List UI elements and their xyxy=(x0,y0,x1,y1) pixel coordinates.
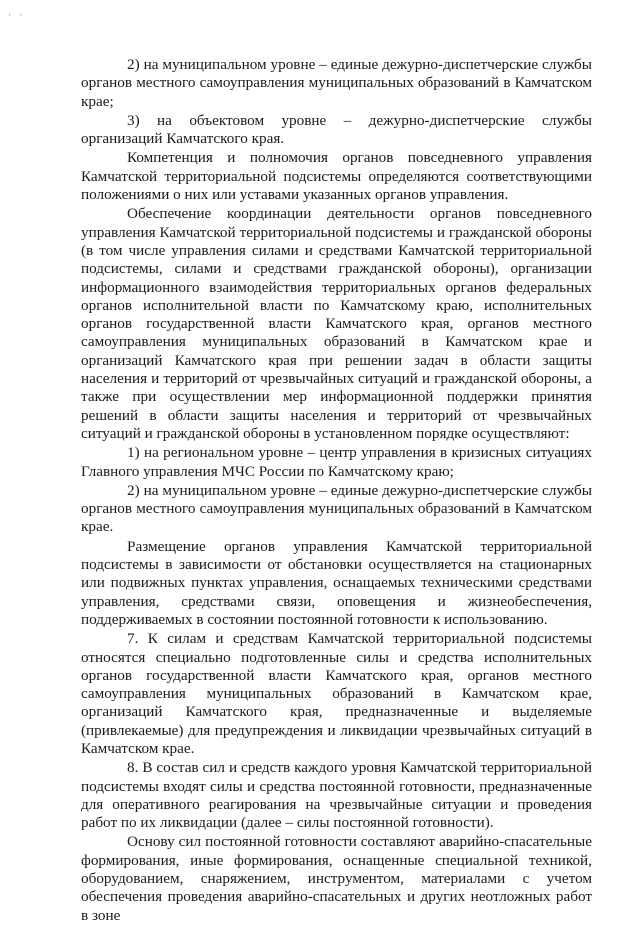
paragraph-readiness-forces: Основу сил постоянной готовности составляют аварийно-спасательные формирования, иные формирования, оснащенные специальной техникой, оборудованием, снаряжением, инструментом, материалами с учетом обеспечения проведения аварийно-спасательных и других неотложных работ в зоне xyxy=(81,833,592,924)
paragraph-placement: Размещение органов управления Камчатской территориальной подсистемы в зависимости от обстановки осуществляется на стационарных или подвижных пунктах управления, оснащаемых техническими средствами управления, средствами связи, оповещения и жизнеобеспечения, поддерживаемых в состоянии постоянной готовности к использованию. xyxy=(81,537,592,628)
paragraph-regional-level: 1) на региональном уровне – центр управления в кризисных ситуациях Главного управления МЧС России по Камчатскому краю; xyxy=(81,444,592,480)
paragraph-item-8: 8. В состав сил и средств каждого уровня Камчатской территориальной подсистемы входят силы и средства постоянной готовности, предназначенные для оперативного реагирования на чрезвычайные ситуации и проведения работ по их ликвидации (далее – силы постоянной готовности). xyxy=(81,759,592,832)
paragraph-municipal-level-2: 2) на муниципальном уровне – единые дежурно-диспетчерские службы органов местного самоуправления муниципальных образований в Камчатском крае. xyxy=(81,481,592,536)
paragraph-competence: Компетенция и полномочия органов повседневного управления Камчатской территориальной подсистемы определяются соответствующими положениями о них или уставами указанных органов управления. xyxy=(81,149,592,204)
paragraph-coordination: Обеспечение координации деятельности органов повседневного управления Камчатской территориальной подсистемы и гражданской обороны (в том числе управления силами и средствами Камчатской территориальной подсистемы, силами и средствами гражданской обороны), организации информационного взаимодействия территориальных органов федеральных органов исполнительной власти по Камчатскому краю, исполнительных органов государственной власти Камчатского края, органов местного самоуправления муниципальных образований в Камчатском крае и организаций Камчатского края при решении задач в области защиты населения и территорий от чрезвычайных ситуаций и гражданской обороны, а также при осуществлении мер информационной поддержки принятия решений в области защиты населения и территорий от чрезвычайных ситуаций и гражданской обороны в установленном порядке осуществляют: xyxy=(81,205,592,442)
body-text xyxy=(81,56,592,926)
paragraph-municipal-level: 2) на муниципальном уровне – единые дежурно-диспетчерские службы органов местного самоуправления муниципальных образований в Камчатском крае; xyxy=(81,56,592,110)
paragraph-object-level: 3) на объектовом уровне – дежурно-диспетчерские службы организаций Камчатского края. xyxy=(81,111,592,148)
paragraph-item-7: 7. К силам и средствам Камчатской территориальной подсистемы относятся специально подготовленные силы и средства исполнительных органов государственной власти Камчатского края, органов местного самоуправления муниципальных образований в Камчатском крае, организаций Камчатского края, предназначенные и выделяемые (привлекаемые) для предупреждения и ликвидации чрезвычайных ситуаций в Камчатском крае. xyxy=(81,630,592,757)
corner-mark: · · xyxy=(8,10,26,20)
